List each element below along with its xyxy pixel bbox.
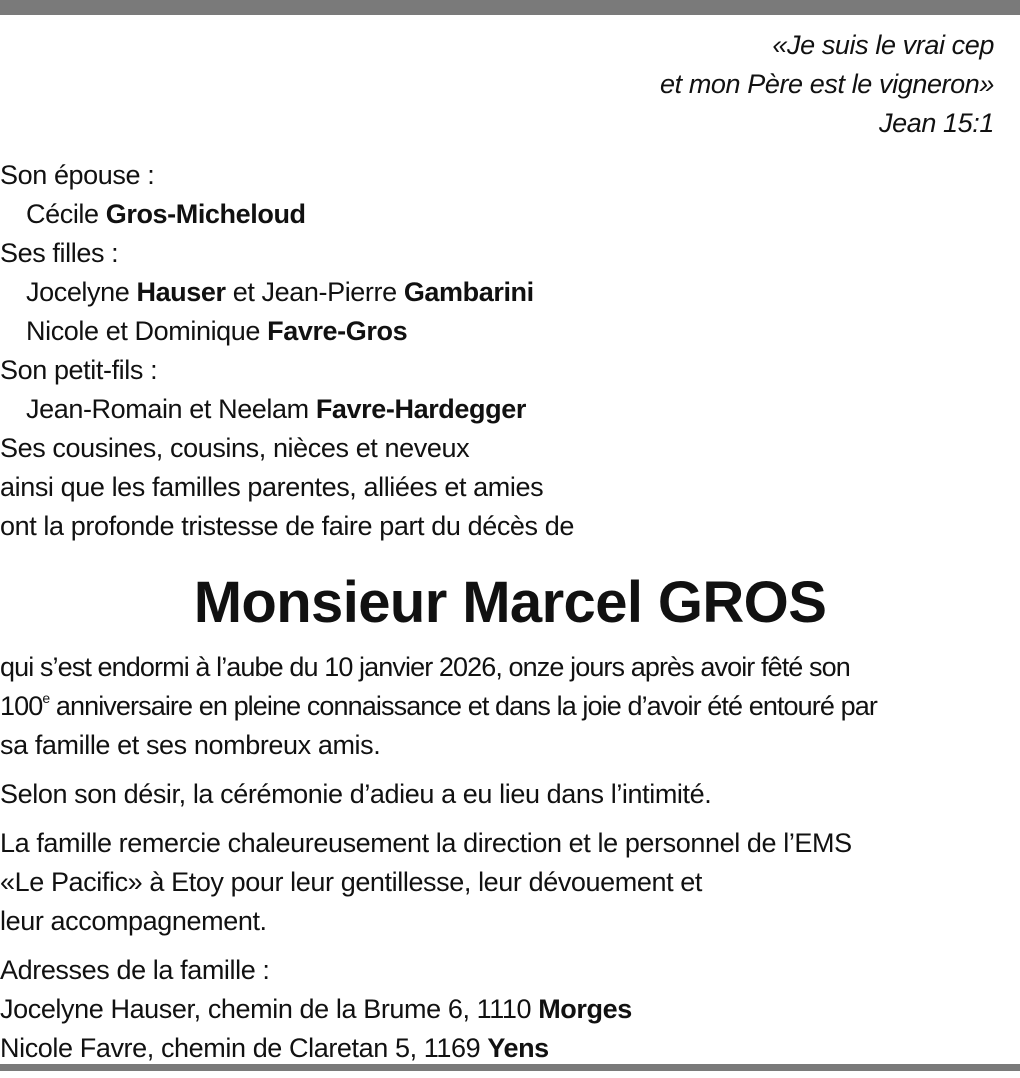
address-2 xyxy=(0,1029,1020,1068)
quote-line-2: et mon Père est le vigneron» xyxy=(660,69,994,99)
age-ordinal: e xyxy=(42,690,50,706)
bible-quote xyxy=(0,26,1020,143)
relatives-line-2: ainsi que les familles parentes, alliées et amies xyxy=(0,472,544,502)
grandson-first: Jean-Romain et Neelam xyxy=(26,394,316,424)
daughter-2-first: Nicole et Dominique xyxy=(26,316,268,346)
daughter-1 xyxy=(0,273,1020,312)
daughter-2 xyxy=(0,312,1020,351)
addresses-label: Adresses de la famille : xyxy=(0,955,270,985)
thanks-line-1: La famille remercie chaleureusement la direction et le personnel de l’EMS xyxy=(0,828,852,858)
quote-line-1: «Je suis le vrai cep xyxy=(772,30,994,60)
spouse-last-name: Gros-Micheloud xyxy=(105,199,306,229)
address-1-street: Jocelyne Hauser, chemin de la Brume 6, 1110 xyxy=(0,994,539,1024)
thanks-line-3: leur accompagnement. xyxy=(0,906,267,936)
spouse-name xyxy=(0,195,1020,234)
address-2-city: Yens xyxy=(487,1033,549,1063)
passing-line-2 xyxy=(0,687,1020,726)
relatives-line-1: Ses cousines, cousins, nièces et neveux xyxy=(0,433,470,463)
notice-content xyxy=(0,26,1020,1078)
daughter-1-partner-last: Gambarini xyxy=(403,277,534,307)
paragraph-thanks xyxy=(0,824,1020,941)
passing-line-1: qui s’est endormi à l’aube du 10 janvier 2026, onze jours après avoir fêté son xyxy=(0,652,850,682)
daughter-1-first: Jocelyne xyxy=(26,277,137,307)
daughters-label: Ses filles : xyxy=(0,238,119,268)
spouse-first-name: Cécile xyxy=(26,199,106,229)
bottom-rule xyxy=(0,1064,1020,1071)
family-addresses xyxy=(0,951,1020,1068)
passing-line-3: sa famille et ses nombreux amis. xyxy=(0,730,381,760)
thanks-line-2: «Le Pacific» à Etoy pour leur gentillesse, leur dévouement et xyxy=(0,867,703,897)
daughter-2-last: Favre-Gros xyxy=(267,316,408,346)
deceased-name: Monsieur Marcel GROS xyxy=(193,570,827,635)
top-rule xyxy=(0,0,1020,15)
paragraph-passing xyxy=(0,648,1020,765)
family-list xyxy=(0,156,1020,546)
address-2-street: Nicole Favre, chemin de Claretan 5, 1169 xyxy=(0,1033,488,1063)
address-1 xyxy=(0,990,1020,1029)
daughter-1-partner-first: et Jean-Pierre xyxy=(225,277,404,307)
grandson-last: Favre-Hardegger xyxy=(315,394,526,424)
address-1-city: Morges xyxy=(538,994,632,1024)
passing-line-2-rest: anniversaire en pleine connaissance et dans la joie d’avoir été entouré par xyxy=(49,691,877,721)
daughter-1-last: Hauser xyxy=(136,277,226,307)
age-number: 100 xyxy=(0,691,43,721)
spouse-label: Son épouse : xyxy=(0,160,155,190)
paragraph-ceremony xyxy=(0,775,1020,814)
ceremony-line: Selon son désir, la cérémonie d’adieu a eu lieu dans l’intimité. xyxy=(0,779,712,809)
quote-reference: Jean 15:1 xyxy=(879,108,994,138)
grandson-label: Son petit-fils : xyxy=(0,355,158,385)
relatives-line-3: ont la profonde tristesse de faire part du décès de xyxy=(0,511,574,541)
grandson xyxy=(0,390,1020,429)
